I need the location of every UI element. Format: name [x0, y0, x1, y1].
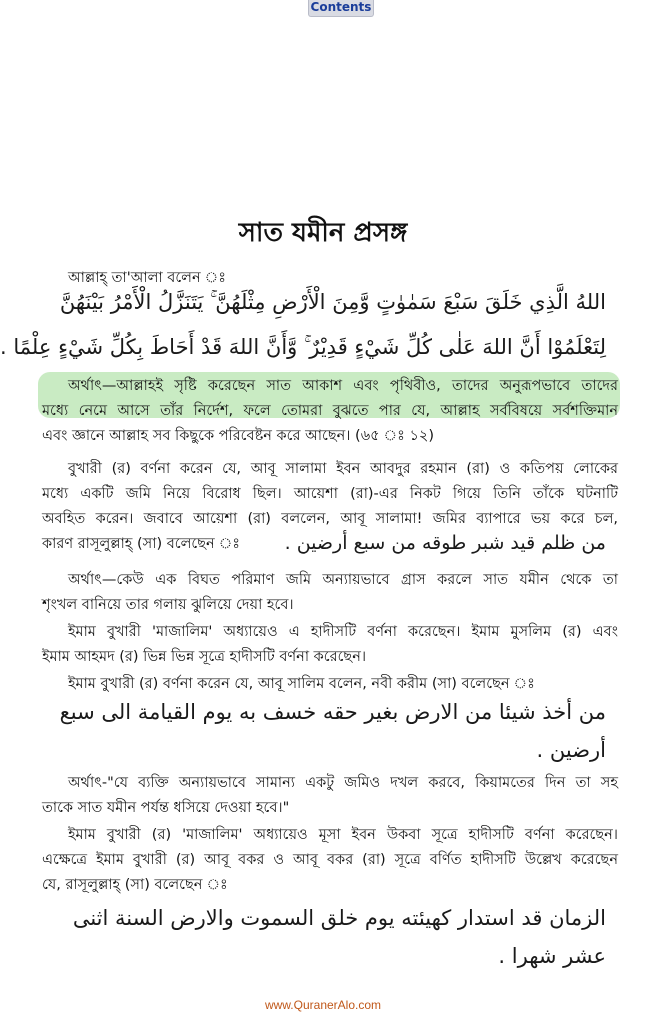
imam-paragraph-1 [42, 620, 618, 670]
paragraph-line: যে, রাসূলুল্লাহ্ (সা) বলেছেন ঃ [42, 877, 228, 893]
hadith-arabic-3-line-1: الزمان قد استدار كهيئته يوم خلق السموت والارض السنة اثنى [72, 906, 606, 930]
translation-line: অর্থাৎ—আল্লাহই সৃষ্টি করেছেন সাত আকাশ এবং পৃথিবীও, তাদের অনুরূপভাবে তাদের [68, 378, 618, 394]
hadith-arabic-3-line-2: عشر شهرا . [498, 944, 606, 968]
translation-block [42, 374, 618, 449]
paragraph-line: ইমাম বুখারী 'মাজালিম' অধ্যায়েও এ হাদীসটি বর্ণনা করেছেন। ইমাম মুসলিম (র) এবং [68, 624, 618, 640]
translation-line: মধ্যে নেমে আসে তাঁর নির্দেশ, ফলে তোমরা বুঝতে পার যে, আল্লাহ সর্ববিষয়ে সর্বশক্তিমান [42, 403, 618, 419]
quran-verse-line-2: لِتَعْلَمُوْا أَنَّ اللهَ عَلٰى كُلِّ شَيْءٍ قَدِيْرٌ ۚ وَّأَنَّ اللهَ قَدْ أَحَاطَ بِكُلِّ شَيْءٍ عِلْمًا . [0, 335, 606, 359]
paragraph-line: অবহিত করেন। জবাবে আয়েশা (রা) বললেন, আবূ সালামা! জমির ব্যাপারে ভয় করে চল, [42, 511, 618, 527]
hadith-arabic-2-line-1: من أخذ شيئا من الارض بغير حقه خسف به يوم القيامة الى سبع [59, 700, 606, 724]
page-title: সাত যমীন প্রসঙ্গ [238, 218, 408, 248]
intro-text [68, 266, 226, 291]
quran-verse-line-1: اللهُ الَّذِي خَلَقَ سَبْعَ سَمٰوٰتٍ وَّمِنَ الْأَرْضِ مِثْلَهُنَّ ۚ يَتَنَزَّلُ الْأَمْرُ بَيْنَهُنَّ [59, 290, 606, 314]
imam-paragraph-3 [42, 823, 618, 898]
meaning-line: তাকে সাত যমীন পর্যন্ত ধসিয়ে দেওয়া হবে।" [42, 800, 290, 816]
paragraph-line: কারণ রাসূলুল্লাহ্ (সা) বলেছেন ঃ [42, 536, 241, 552]
paragraph-line: এক্ষেত্রে ইমাম বুখারী (র) আবূ বকর ও আবূ বকর (রা) সূত্রে বর্ণিত হাদীসটি উল্লেখ করেছেন [42, 852, 618, 868]
meaning-line: অর্থাৎ-"যে ব্যক্তি অন্যায়ভাবে সামান্য একটু জমিও দখল করবে, কিয়ামতের দিন তা সহ [68, 775, 618, 791]
paragraph-line: বুখারী (র) বর্ণনা করেন যে, আবূ সালামা ইবন আবদুর রহমান (রা) ও কতিপয় লোকের [68, 461, 618, 477]
meaning-block-1 [42, 568, 618, 618]
paragraph-line: ইমাম বুখারী (র) বর্ণনা করেন যে, আবূ সালিম বলেন, নবী করীম (সা) বলেছেন ঃ [68, 676, 535, 692]
translation-line: এবং জ্ঞানে আল্লাহ সব কিছুকে পরিবেষ্টন করে আছেন। (৬৫ ঃ ১২) [42, 428, 434, 444]
intro-line: আল্লাহ্ তা'আলা বলেন ঃ [68, 270, 226, 286]
meaning-block-2 [42, 771, 618, 821]
meaning-line: অর্থাৎ—কেউ এক বিঘত পরিমাণ জমি অন্যায়ভাবে গ্রাস করলে সাত যমীন থেকে তা [68, 572, 618, 588]
paragraph-line: ইমাম বুখারী (র) 'মাজালিম' অধ্যায়েও মূসা ইবন উকবা সূত্রে হাদীসটি বর্ণনা করেছেন। [68, 827, 618, 843]
footer-url[interactable]: www.QuranerAlo.com [264, 998, 382, 1012]
meaning-line: শৃংখল বানিয়ে তার গলায় ঝুলিয়ে দেয়া হবে। [42, 597, 294, 613]
imam-paragraph-2 [68, 672, 535, 697]
paragraph-line: মধ্যে একটি জমি নিয়ে বিরোধ ছিল। আয়েশা (রা)-এর নিকট গিয়ে তিনি তাঁকে ঘটনাটি [42, 486, 618, 502]
contents-button[interactable]: Contents [308, 0, 374, 17]
hadith-arabic-2-line-2: أرضين . [536, 738, 606, 762]
paragraph-line: ইমাম আহমদ (র) ভিন্ন ভিন্ন সূত্রে হাদীসটি বর্ণনা করেছেন। [42, 649, 367, 665]
hadith-arabic-1: من ظلم قيد شبر طوقه من سبع أرضين . [284, 532, 606, 554]
